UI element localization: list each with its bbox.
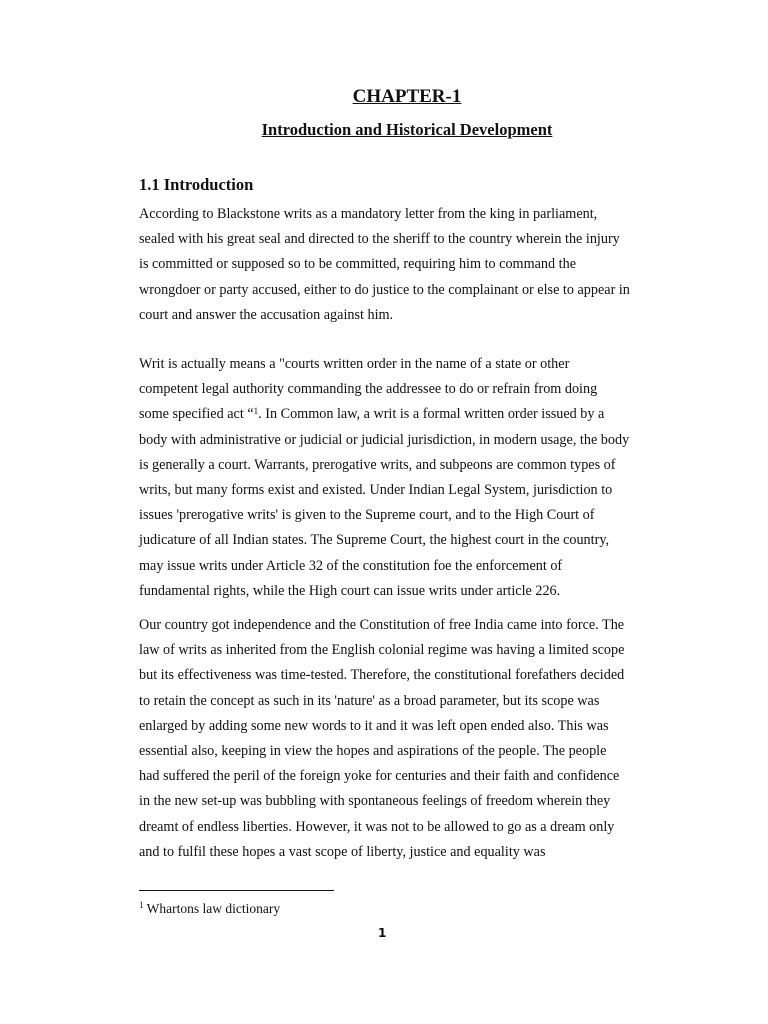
paragraph-line: wrongdoer or party accused, either to do justice to the complainant or else to appear in <box>139 281 630 298</box>
paragraph-line: and to fulfil these hopes a vast scope of liberty, justice and equality was <box>139 843 546 860</box>
paragraph-line: may issue writs under Article 32 of the constitution foe the enforcement of <box>139 557 563 574</box>
paragraph-line: competent legal authority commanding the addressee to do or refrain from doing <box>139 381 598 398</box>
chapter-title: CHAPTER-1 <box>352 86 462 107</box>
paragraph-line <box>139 402 679 427</box>
paragraph-2 <box>139 352 679 604</box>
paragraph-line: Our country got independence and the Constitution of free India came into force. The <box>139 617 625 633</box>
paragraph-line: fundamental rights, while the High court can issue writs under article 226. <box>139 582 561 599</box>
footnote-separator <box>139 890 334 891</box>
chapter-subtitle: Introduction and Historical Development <box>261 120 553 139</box>
paragraph-line: law of writs as inherited from the English colonial regime was having a limited scope <box>139 642 625 659</box>
paragraph-line: is committed or supposed so to be committed, requiring him to command the <box>139 256 576 273</box>
paragraph-line: is generally a court. Warrants, prerogative writs, and subpeons are common types of <box>139 456 616 473</box>
paragraph-line: body with administrative or judicial or judicial jurisdiction, in modern usage, the body <box>139 431 630 448</box>
footnote-text: Whartons law dictionary <box>143 901 281 916</box>
footnote-reference[interactable]: 1 <box>253 406 259 417</box>
paragraph-line: Writ is actually means a "courts written order in the name of a state or other <box>139 356 570 372</box>
paragraph-line: writs, but many forms exist and existed. Under Indian Legal System, jurisdiction to <box>139 482 613 499</box>
paragraph-line: issues 'prerogative writs' is given to the Supreme court, and to the High Court of <box>139 507 595 524</box>
paragraph-line: but its effectiveness was time-tested. Therefore, the constitutional forefathers decided <box>139 667 625 684</box>
paragraph-line: to retain the concept as such in its 'nature' as a broad parameter, but its scope was <box>139 692 600 709</box>
section-heading: 1.1 Introduction <box>139 175 254 194</box>
page-number: 1 <box>378 926 387 940</box>
footnote-marker: 1 <box>139 900 144 910</box>
paragraph-line: According to Blackstone writs as a mandatory letter from the king in parliament, <box>139 206 598 222</box>
paragraph-3 <box>139 613 679 865</box>
paragraph-line: judicature of all Indian states. The Supreme Court, the highest court in the country, <box>139 532 610 549</box>
footnote <box>139 901 280 917</box>
paragraph-line: in the new set-up was bubbling with spontaneous feelings of freedom wherein they <box>139 793 611 810</box>
paragraph-line: dreamt of endless liberties. However, it was not to be allowed to go as a dream only <box>139 818 615 835</box>
paragraph-line: court and answer the accusation against him. <box>139 306 394 323</box>
paragraph-line: had suffered the peril of the foreign yoke for centuries and their faith and confidence <box>139 768 620 785</box>
paragraph-1 <box>139 202 679 328</box>
paragraph-line: sealed with his great seal and directed to the sheriff to the country wherein the injury <box>139 231 620 248</box>
paragraph-text: some specified act “ <box>139 406 254 423</box>
paragraph-line: essential also, keeping in view the hopes and aspirations of the people. The people <box>139 743 607 760</box>
paragraph-line: enlarged by adding some new words to it and it was left open ended also. This was <box>139 717 609 734</box>
paragraph-text: . In Common law, a writ is a formal written order issued by a <box>258 406 605 423</box>
